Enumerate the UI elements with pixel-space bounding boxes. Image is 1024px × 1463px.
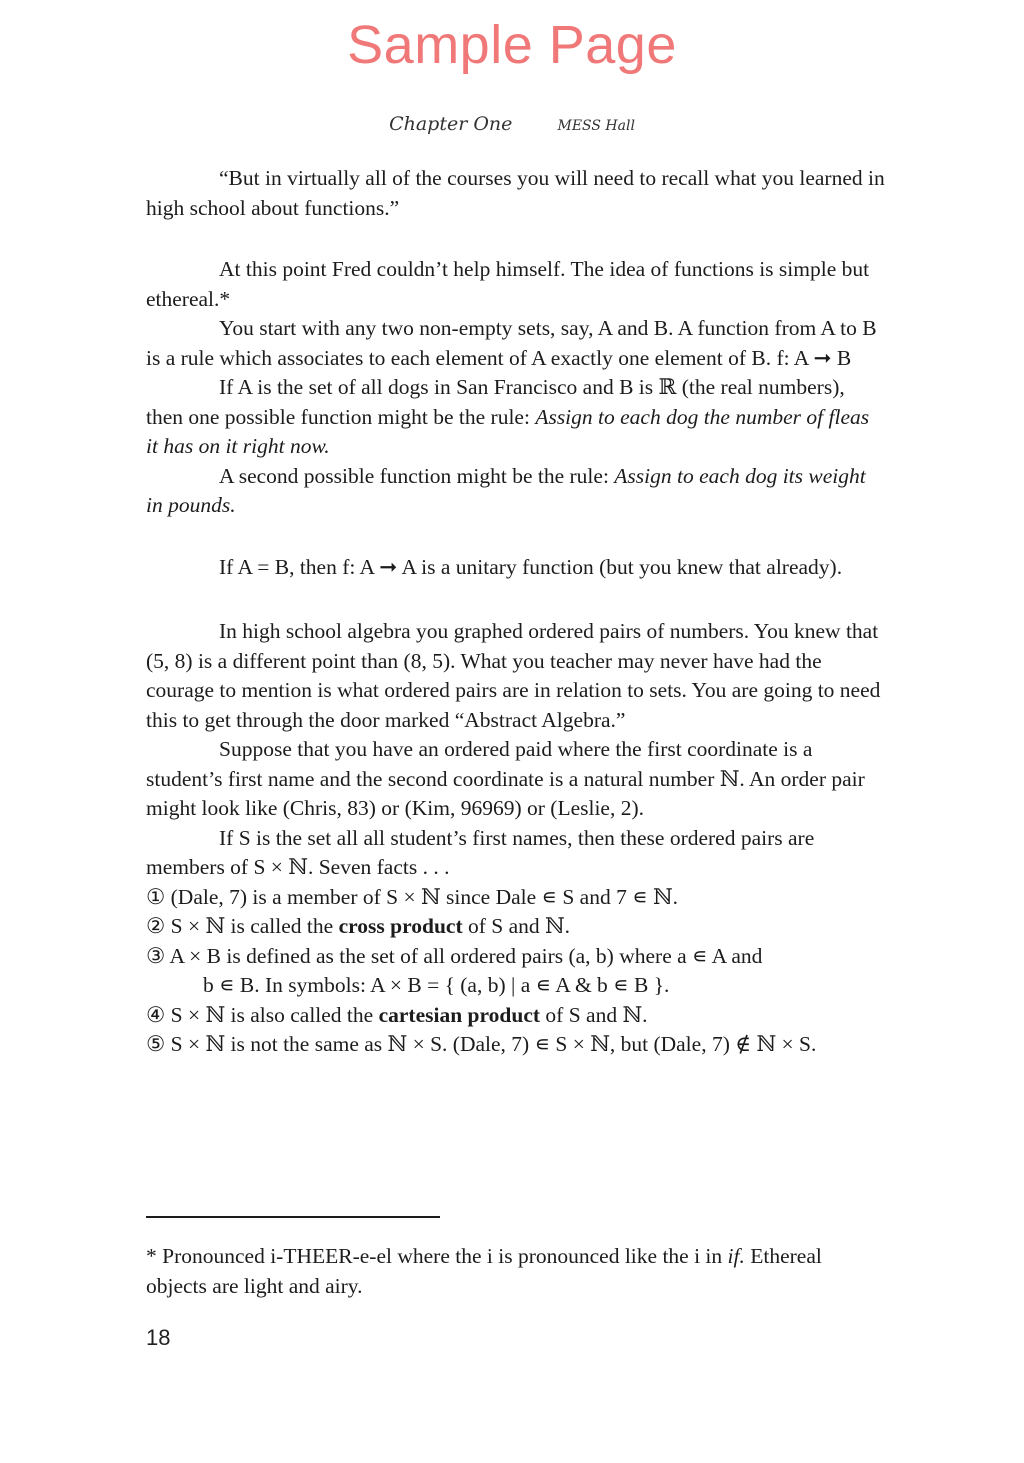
paragraph-7: In high school algebra you graphed ordered pairs of numbers. You knew that (5, 8) is a different point than (8, 5). What you teacher may never have had the courage to mention is what ordered pairs are in relation to sets. You are going to need this to get through the door marked “Abstract Algebra.”: [146, 619, 881, 732]
paragraph-6: If A = B, then f: A ➞ A is a unitary function (but you knew that already).: [219, 554, 843, 579]
paragraph-4-text: If A is the set of all dogs in San Francisco and B is ℝ (the real numbers), then one possible function might be the rule:: [146, 375, 845, 429]
fact-3: ③ A × B is defined as the set of all ordered pairs (a, b) where a ∊ A and: [146, 943, 763, 968]
fact-5: ⑤ S × ℕ is not the same as ℕ × S. (Dale, 7) ∊ S × ℕ, but (Dale, 7) ∉ ℕ × S.: [146, 1032, 817, 1056]
paragraph-3: You start with any two non-empty sets, say, A and B. A function from A to B is a rule which associates to each element of A exactly one element of B. f: A ➞ B: [146, 316, 877, 370]
page-number: 18: [146, 1325, 171, 1350]
fact-4: [146, 1001, 886, 1031]
fact-4-bold: cartesian product: [378, 1002, 541, 1027]
paragraph-5-italic: Assign to each dog its weight in pounds.: [146, 463, 866, 517]
book-title: MESS Hall: [557, 118, 635, 134]
body-text: [146, 164, 886, 1060]
paragraph-4-italic: Assign to each dog the number of fleas it has on it right now.: [146, 404, 870, 458]
paragraph-2: At this point Fred couldn’t help himself. The idea of functions is simple but ethereal.*: [146, 257, 870, 311]
chapter-title: Chapter One: [389, 113, 513, 135]
footnote-italic: if.: [727, 1244, 745, 1268]
running-head: [0, 113, 1024, 135]
paragraph-5: [146, 462, 886, 521]
fact-2-text: ② S × ℕ is called the: [146, 914, 339, 938]
fact-4-text: ④ S × ℕ is also called the: [146, 1002, 379, 1027]
footnote-text: * Pronounced i-THEER-e-el where the i is pronounced like the i in: [146, 1244, 728, 1268]
fact-3-continued: b ∊ B. In symbols: A × B = { (a, b) | a ∊ A & b ∊ B }.: [203, 973, 670, 997]
paragraph-4: [146, 373, 886, 462]
fact-2: [146, 912, 886, 942]
footnote-tail: Ethereal objects are light and airy.: [146, 1244, 822, 1298]
paragraph-5-text: A second possible function might be the rule:: [219, 463, 615, 488]
footnote: [146, 1242, 886, 1301]
fact-4-tail: of S and ℕ.: [540, 1002, 648, 1027]
paragraph-8: Suppose that you have an ordered paid where the first coordinate is a student’s first name and the second coordinate is a natural number ℕ. An order pair might look like (Chris, 83) or (Kim, 96969) or (Leslie, 2).: [146, 737, 865, 820]
fact-2-tail: of S and ℕ.: [462, 914, 571, 938]
sample-page-watermark: Sample Page: [347, 15, 677, 75]
paragraph-1: “But in virtually all of the courses you will need to recall what you learned in high school about functions.”: [146, 166, 885, 220]
paragraph-9: If S is the set all all student’s first names, then these ordered pairs are members of S × ℕ. Seven facts . . .: [146, 825, 815, 879]
fact-1: ① (Dale, 7) is a member of S × ℕ since Dale ∊ S and 7 ∊ ℕ.: [146, 884, 679, 909]
footnote-divider: [146, 1216, 440, 1218]
fact-2-bold: cross product: [338, 914, 463, 938]
